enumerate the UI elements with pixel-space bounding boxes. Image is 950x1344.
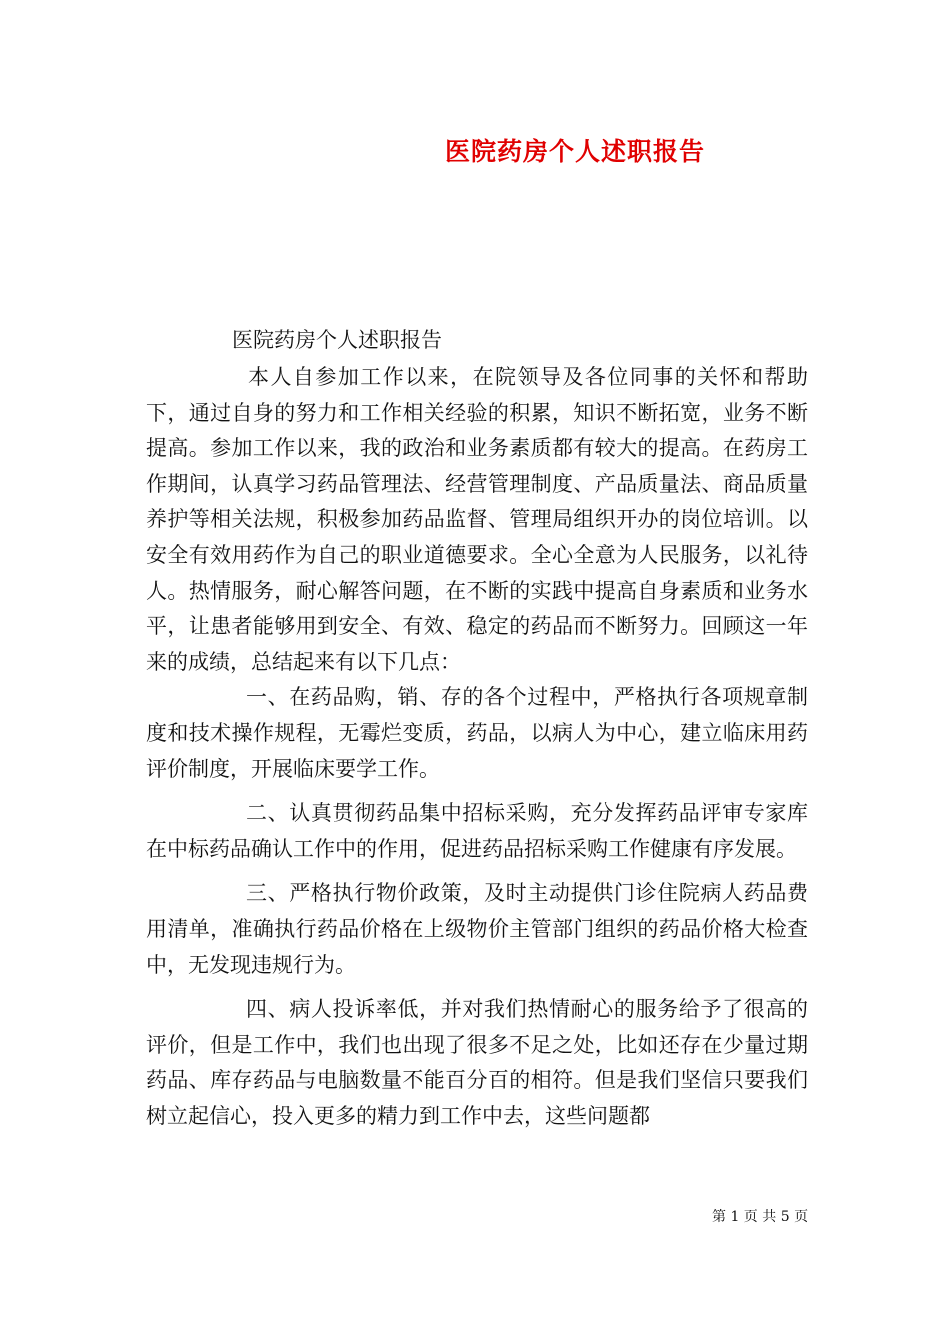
- page-title: 医院药房个人述职报告: [444, 137, 705, 166]
- page-footer: 第 1 页 共 5 页: [712, 1209, 809, 1225]
- paragraph-point-3: 三、严格执行物价政策，及时主动提供门诊住院病人药品费用清单，准确执行药品价格在上级物价主管部门组织的药品价格大检查中，无发现违规行为。: [146, 881, 808, 977]
- paragraph-intro: 本人自参加工作以来，在院领导及各位同事的关怀和帮助下，通过自身的努力和工作相关经验的积累，知识不断拓宽，业务不断提高。参加工作以来，我的政治和业务素质都有较大的提高。在药房工作期间，认真学习药品管理法、经营管理制度、产品质量法、商品质量养护等相关法规，积极参加药品监督、管理局组织开办的岗位培训。以安全有效用药作为自己的职业道德要求。全心全意为人民服务，以礼待人。热情服务，耐心解答问题，在不断的实践中提高自身素质和业务水平，让患者能够用到安全、有效、稳定的药品而不断努力。回顾这一年来的成绩，总结起来有以下几点：: [146, 365, 808, 674]
- paragraph-point-4: 四、病人投诉率低，并对我们热情耐心的服务给予了很高的评价，但是工作中，我们也出现了很多不足之处，比如还存在少量过期药品、库存药品与电脑数量不能百分百的相符。但是我们坚信只要我们树立起信心，投入更多的精力到工作中去，这些问题都: [146, 997, 808, 1128]
- body-text: [146, 360, 808, 1134]
- paragraph-point-1: 一、在药品购，销、存的各个过程中，严格执行各项规章制度和技术操作规程，无霉烂变质，药品，以病人为中心，建立临床用药评价制度，开展临床要学工作。: [146, 685, 808, 781]
- document-subtitle: 医院药房个人述职报告: [232, 328, 442, 352]
- paragraph-point-2: 二、认真贯彻药品集中招标采购，充分发挥药品评审专家库在中标药品确认工作中的作用，促进药品招标采购工作健康有序发展。: [146, 801, 808, 861]
